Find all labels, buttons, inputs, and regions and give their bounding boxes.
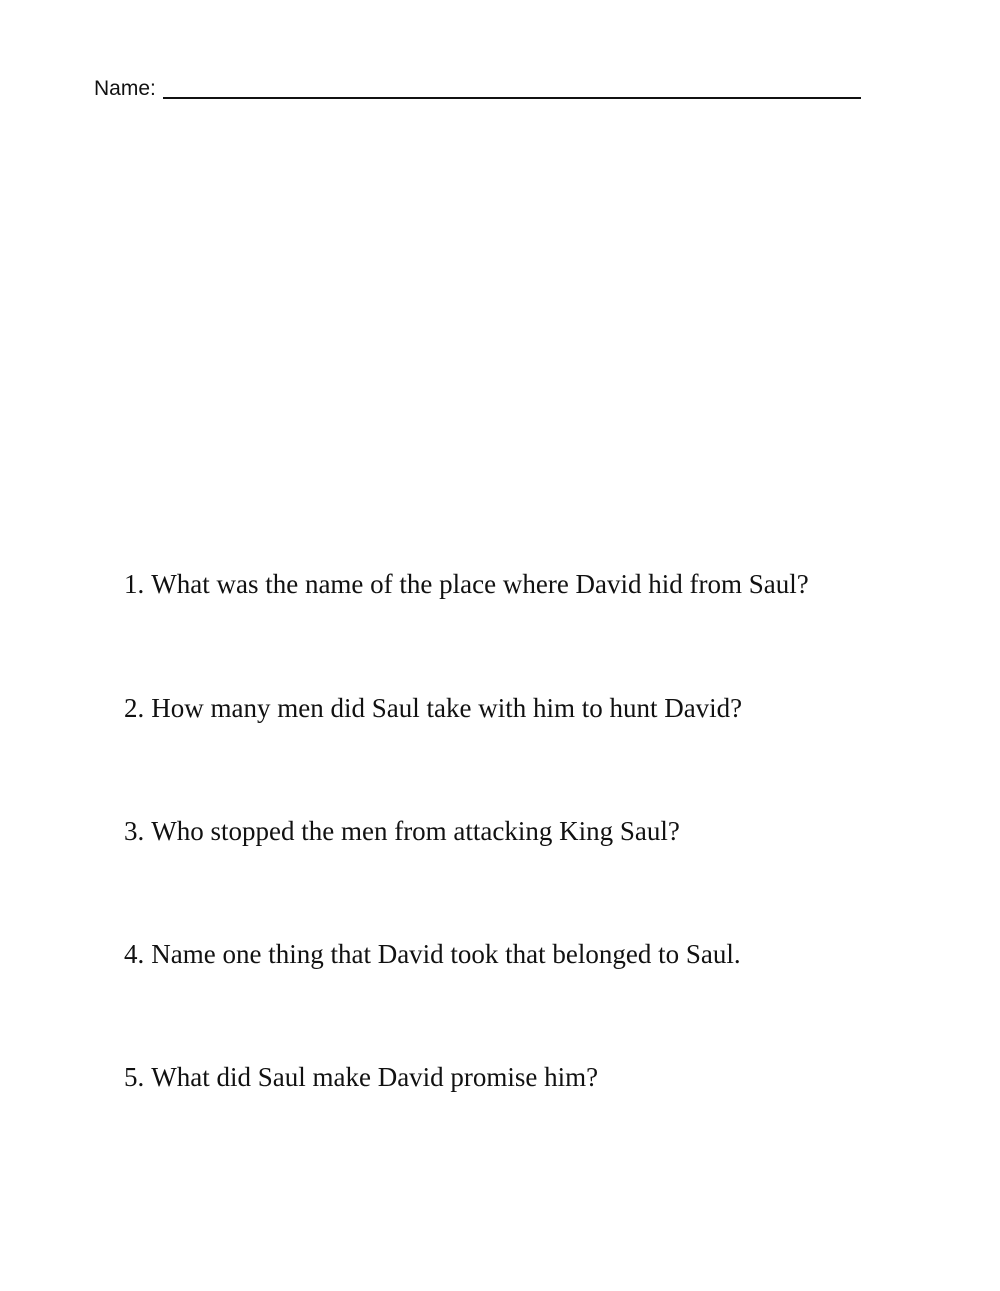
question-3 xyxy=(124,815,680,847)
question-number: 4. xyxy=(124,939,145,969)
question-number: 3. xyxy=(124,816,145,846)
question-number: 5. xyxy=(124,1062,145,1092)
question-number: 1. xyxy=(124,569,145,599)
question-text: What was the name of the place where David hid from Saul? xyxy=(151,569,809,599)
name-field-row xyxy=(94,76,861,102)
name-blank-line[interactable] xyxy=(163,97,861,99)
name-label: Name: xyxy=(94,77,156,100)
question-text: Who stopped the men from attacking King Saul? xyxy=(151,816,680,846)
question-1 xyxy=(124,568,809,600)
question-text: How many men did Saul take with him to hunt David? xyxy=(151,693,743,723)
question-5 xyxy=(124,1061,598,1093)
question-text: What did Saul make David promise him? xyxy=(151,1062,599,1092)
question-4 xyxy=(124,938,741,970)
question-2 xyxy=(124,692,742,724)
question-number: 2. xyxy=(124,693,145,723)
question-text: Name one thing that David took that belonged to Saul. xyxy=(151,939,741,969)
